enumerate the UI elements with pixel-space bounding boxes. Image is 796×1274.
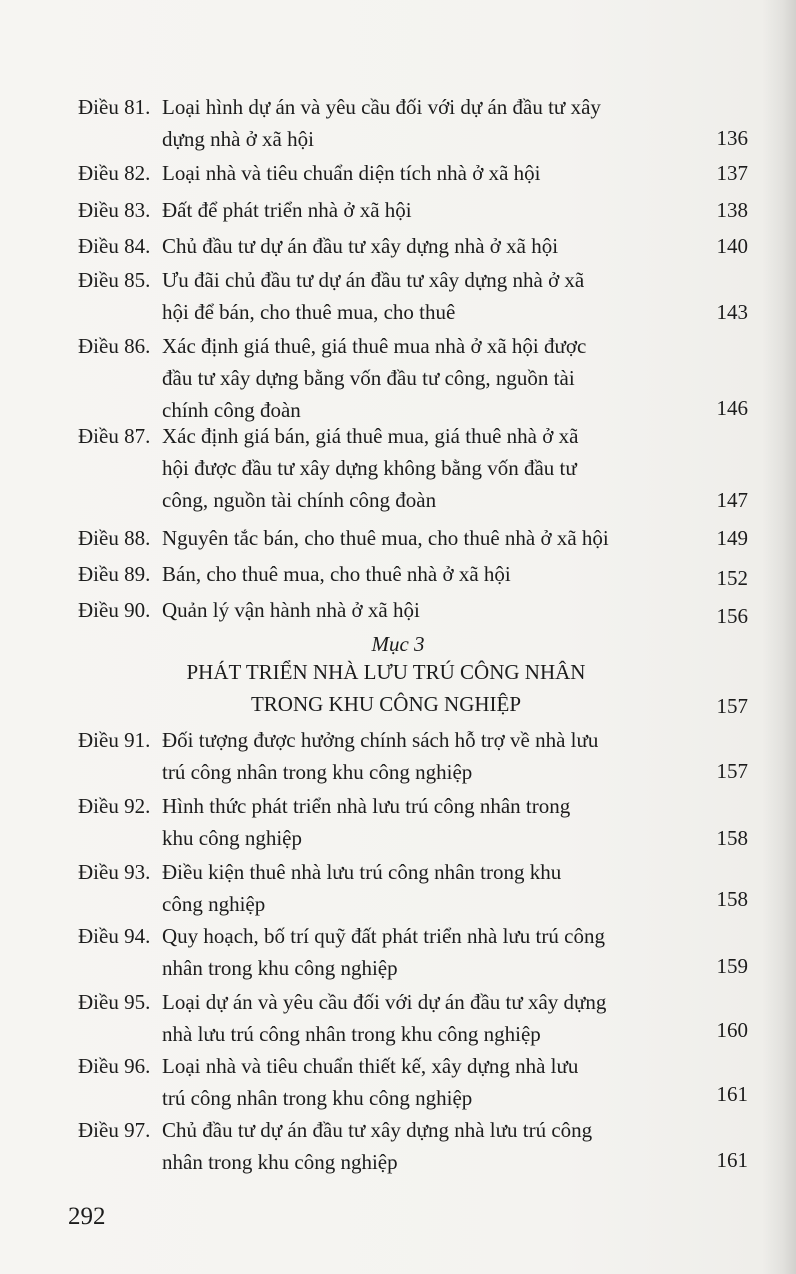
toc-entry-title-line: công nghiệp (162, 892, 266, 916)
toc-entry-title (162, 790, 662, 854)
toc-entry-page-number: 138 (716, 198, 748, 222)
toc-entry-page-number: 156 (716, 604, 748, 628)
toc-entry-title-line: nhân trong khu công nghiệp (162, 1150, 398, 1174)
toc-entry-title (162, 522, 662, 554)
toc-entry-page-number: 161 (716, 1148, 748, 1172)
toc-entry-title (162, 230, 662, 262)
toc-entry-label: Điều 84. (78, 234, 151, 258)
toc-entry-page-number: 136 (716, 126, 748, 150)
toc-entry-title (162, 558, 662, 590)
toc-entry-title-line: Hình thức phát triển nhà lưu trú công nhân trong (162, 794, 571, 818)
toc-entry-page-number: 158 (716, 826, 748, 850)
toc-entry (78, 230, 748, 262)
toc-entry-title-line: Loại nhà và tiêu chuẩn diện tích nhà ở xã hội (162, 161, 541, 185)
toc-entry (78, 790, 748, 854)
toc-entry-title (162, 594, 662, 626)
toc-entry-title-line: nhân trong khu công nghiệp (162, 956, 398, 980)
toc-entry-title (162, 264, 662, 328)
toc-entry-label: Điều 95. (78, 990, 151, 1014)
toc-entry-title (162, 157, 662, 189)
toc-entry (78, 91, 748, 154)
toc-entry-title (162, 91, 662, 155)
toc-entry-page-number: 152 (716, 566, 748, 590)
toc-entry (78, 264, 748, 328)
toc-entry-title-line: khu công nghiệp (162, 826, 302, 850)
toc-entry (78, 986, 748, 1046)
toc-entry-title (162, 986, 662, 1050)
toc-entry-page-number: 161 (716, 1082, 748, 1106)
toc-entry-page-number: 143 (716, 300, 748, 324)
toc-entry-title-line: Đất để phát triển nhà ở xã hội (162, 198, 412, 222)
toc-entry-page-number: 157 (716, 759, 748, 783)
toc-entry (78, 1050, 748, 1110)
toc-entry-title-line: Loại hình dự án và yêu cầu đối với dự án đầu tư xây (162, 95, 601, 119)
toc-entry-title-line: Bán, cho thuê mua, cho thuê nhà ở xã hội (162, 562, 511, 586)
toc-entry-title-line: chính công đoàn (162, 398, 301, 422)
toc-entry-title-line: Nguyên tắc bán, cho thuê mua, cho thuê nhà ở xã hội (162, 526, 609, 550)
toc-entry-page-number: 160 (716, 1018, 748, 1042)
toc-entry-label: Điều 83. (78, 198, 151, 222)
toc-entry-title-line: trú công nhân trong khu công nghiệp (162, 1086, 473, 1110)
toc-entry-title-line: đầu tư xây dựng bằng vốn đầu tư công, nguồn tài (162, 366, 575, 390)
toc-entry-title-line: hội được đầu tư xây dựng không bằng vốn đầu tư (162, 456, 577, 480)
toc-entry-title-line: trú công nhân trong khu công nghiệp (162, 760, 473, 784)
toc-entry-title-line: công, nguồn tài chính công đoàn (162, 488, 437, 512)
toc-entry-title-line: Ưu đãi chủ đầu tư dự án đầu tư xây dựng nhà ở xã (162, 268, 585, 292)
toc-entry-title-line: Điều kiện thuê nhà lưu trú công nhân trong khu (162, 860, 562, 884)
toc-entry-title-line: Loại dự án và yêu cầu đối với dự án đầu tư xây dựng (162, 990, 607, 1014)
toc-entry-title (162, 856, 662, 920)
toc-entry-label: Điều 86. (78, 334, 151, 358)
toc-entry (78, 724, 748, 787)
toc-entry-title-line: Xác định giá thuê, giá thuê mua nhà ở xã hội được (162, 334, 587, 358)
toc-entry (78, 558, 748, 594)
toc-entry-page-number: 146 (716, 396, 748, 420)
toc-entry-page-number: 137 (716, 161, 748, 185)
toc-entry-title-line: Xác định giá bán, giá thuê mua, giá thuê nhà ở xã (162, 424, 579, 448)
toc-entry (78, 330, 748, 424)
toc-entry-title (162, 920, 662, 984)
toc-entry (78, 522, 748, 554)
toc-entry (78, 1114, 748, 1176)
toc-entry-title (162, 330, 662, 426)
toc-entry-title (162, 1114, 662, 1178)
toc-entry-title-line: nhà lưu trú công nhân trong khu công nghiệp (162, 1022, 541, 1046)
toc-entry-label: Điều 88. (78, 526, 151, 550)
toc-entry-label: Điều 91. (78, 728, 151, 752)
toc-entry-title-line: dựng nhà ở xã hội (162, 127, 314, 151)
toc-entry-page-number: 147 (716, 488, 748, 512)
section-heading: Mục 3 (371, 632, 425, 656)
toc-entry-title (162, 194, 662, 226)
toc-entry-title-line: Loại nhà và tiêu chuẩn thiết kế, xây dựng nhà lưu (162, 1054, 579, 1078)
toc-entry-title-line: hội để bán, cho thuê mua, cho thuê (162, 300, 456, 324)
toc-entry-title-line: Chủ đầu tư dự án đầu tư xây dựng nhà lưu trú công (162, 1118, 593, 1142)
toc-entry-title-line: Quản lý vận hành nhà ở xã hội (162, 598, 420, 622)
toc-entry (78, 420, 748, 516)
toc-entry-title (162, 1050, 662, 1114)
toc-entry (78, 194, 748, 226)
toc-entry (78, 856, 748, 915)
toc-entry-title-line: Đối tượng được hưởng chính sách hỗ trợ về nhà lưu (162, 728, 599, 752)
toc-entry-page-number: 140 (716, 234, 748, 258)
toc-entry-label: Điều 81. (78, 95, 151, 119)
folio-page-number: 292 (68, 1203, 106, 1230)
toc-entry-label: Điều 87. (78, 424, 151, 448)
section-title-line-1: PHÁT TRIỂN NHÀ LƯU TRÚ CÔNG NHÂN (186, 660, 586, 684)
toc-entry-title (162, 724, 662, 788)
toc-entry-label: Điều 94. (78, 924, 151, 948)
toc-entry-label: Điều 93. (78, 860, 151, 884)
section-page-number: 157 (716, 694, 748, 718)
toc-entry-label: Điều 90. (78, 598, 151, 622)
toc-entry-title-line: Chủ đầu tư dự án đầu tư xây dựng nhà ở xã hội (162, 234, 559, 258)
toc-entry (78, 920, 748, 982)
toc-entry-title-line: Quy hoạch, bố trí quỹ đất phát triển nhà lưu trú công (162, 924, 605, 948)
toc-entry (78, 594, 748, 632)
toc-entry-label: Điều 89. (78, 562, 151, 586)
toc-entry-label: Điều 92. (78, 794, 151, 818)
toc-entry-page-number: 159 (716, 954, 748, 978)
toc-entry-title (162, 420, 662, 516)
toc-entry-label: Điều 85. (78, 268, 151, 292)
toc-entry-label: Điều 96. (78, 1054, 151, 1078)
toc-entry-page-number: 149 (716, 526, 748, 550)
section-title-line-2: TRONG KHU CÔNG NGHIỆP (250, 692, 522, 716)
toc-entry-label: Điều 97. (78, 1118, 151, 1142)
toc-entry-page-number: 158 (716, 887, 748, 911)
toc-entry-label: Điều 82. (78, 161, 151, 185)
toc-entry (78, 157, 748, 189)
